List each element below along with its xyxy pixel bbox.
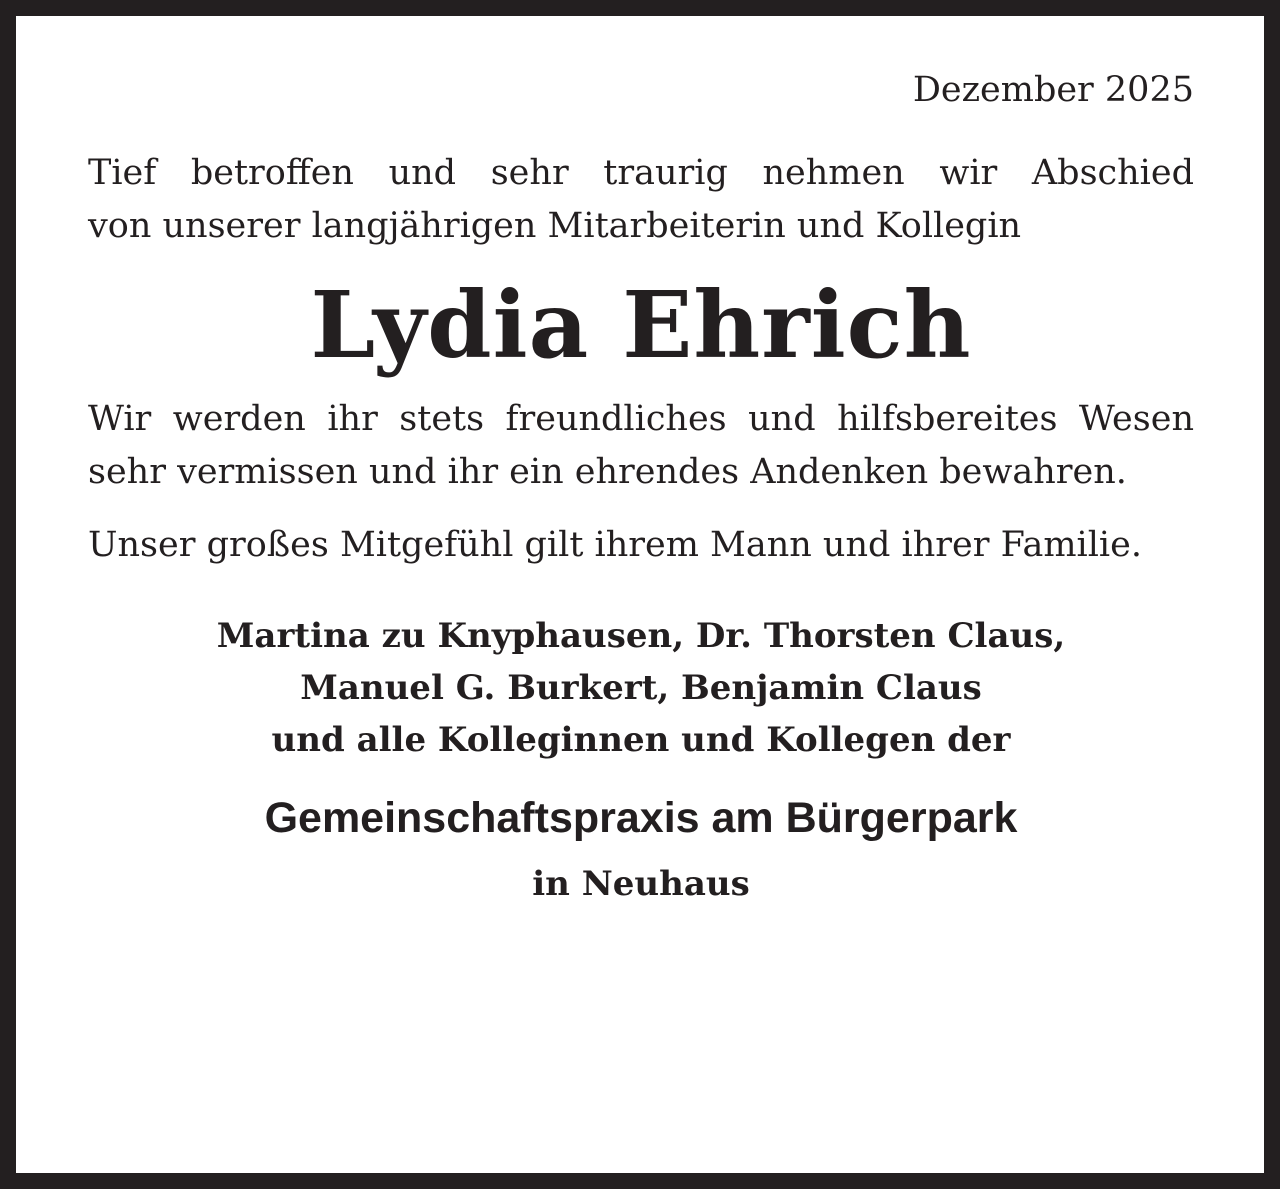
signer-line: Manuel G. Burkert, Benjamin Claus	[300, 668, 982, 708]
signer-line: und alle Kolleginnen und Kollegen der	[271, 720, 1011, 760]
condolence-paragraph: Unser großes Mitgefühl gilt ihrem Mann und ihrer Familie.	[88, 525, 1142, 565]
practice-location: in Neuhaus	[532, 864, 750, 904]
signers-block	[88, 610, 1194, 766]
intro-line-1: Tief betroffen und sehr traurig nehmen wir Abschied	[88, 153, 1194, 193]
remembrance-paragraph: Wir werden ihr stets freundliches und hilfsbereites Wesen sehr vermissen und ihr ein ehrendes Andenken bewahren.	[88, 399, 1194, 492]
notice-date: Dezember 2025	[912, 70, 1194, 110]
signer-line: Martina zu Knyphausen, Dr. Thorsten Claus,	[216, 616, 1066, 656]
notice-content	[88, 68, 1194, 908]
deceased-name: Lydia Ehrich	[310, 271, 972, 379]
intro-line-2: von unserer langjährigen Mitarbeiterin und Kollegin	[88, 206, 1022, 246]
practice-name: Gemeinschaftspraxis am Bürgerpark	[264, 794, 1018, 842]
intro-text	[88, 147, 1194, 253]
